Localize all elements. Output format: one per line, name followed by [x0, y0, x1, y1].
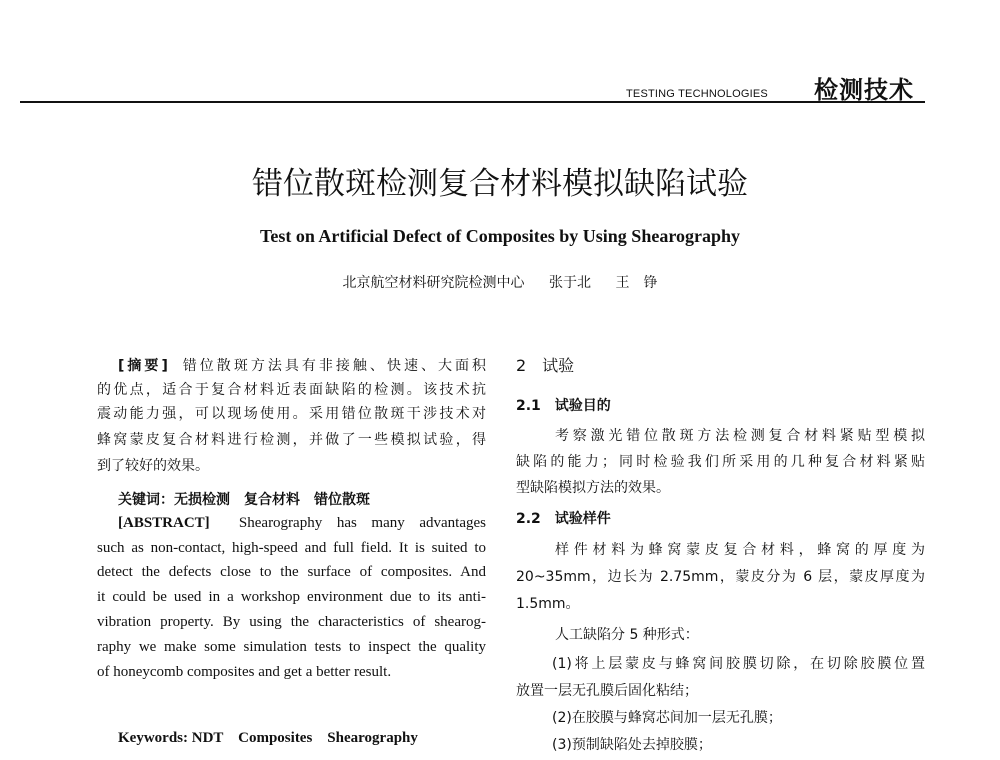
- abstract-zh-line: 蜂窝蒙皮复合材料进行检测，并做了一些模拟试验，得: [97, 432, 486, 448]
- section-heading: 2 试验: [516, 356, 575, 375]
- journal-section: 检测技术: [814, 76, 914, 104]
- list-item: (3)预制缺陷处去掉胶膜；: [552, 737, 712, 753]
- journal-kicker: TESTING TECHNOLOGIES: [626, 88, 768, 100]
- abstract-zh-text: 错位散斑方法具有非接触、快速、大面积: [182, 358, 487, 374]
- list-item: (1)将上层蒙皮与蜂窝间胶膜切除，在切除胶膜位置: [552, 656, 925, 672]
- abstract-en-line: such as non-contact, high-speed and full field. It is suited to: [97, 540, 486, 556]
- paragraph-line: 人工缺陷分 5 种形式：: [555, 627, 699, 643]
- abstract-en-line: vibration property. By using the characteristics of shearog-: [97, 614, 486, 630]
- abstract-zh-line: 到了较好的效果。: [97, 458, 209, 474]
- affiliation: 北京航空材料研究院检测中心: [342, 275, 525, 291]
- list-item: 放置一层无孔膜后固化粘结；: [516, 683, 698, 699]
- abstract-en-line: of honeycomb composites and get a better result.: [97, 664, 392, 680]
- abstract-zh-line: 的优点，适合于复合材料近表面缺陷的检测。该技术抗: [97, 382, 486, 398]
- abstract-en-line: it could be used in a workshop environment due to its anti-: [97, 589, 486, 605]
- abstract-en-label: [ABSTRACT]: [118, 515, 210, 531]
- abstract-en-text: Shearography has many advantages: [238, 515, 486, 531]
- header-rule: [20, 101, 925, 103]
- abstract-en-line: raphy we make some simulation tests to inspect the quality: [97, 639, 486, 655]
- paragraph-line: 考察激光错位散斑方法检测复合材料紧贴型模拟: [555, 428, 925, 444]
- abstract-zh-line: [118, 356, 486, 376]
- author: 王 铮: [615, 275, 658, 291]
- abstract-en-line: detect the defects close to the surface of composites. And: [97, 564, 486, 580]
- subsection-heading: 2.2 试验样件: [516, 511, 611, 527]
- keywords-zh: 关键词：无损检测 复合材料 错位散斑: [118, 492, 370, 508]
- abstract-zh-line: 震动能力强，可以现场使用。采用错位散斑干涉技术对: [97, 406, 486, 422]
- author-line: [0, 272, 1000, 292]
- paragraph-line: 缺陷的能力；同时检验我们所采用的几种复合材料紧贴: [516, 454, 925, 470]
- paragraph-line: 型缺陷模拟方法的效果。: [516, 480, 670, 496]
- article-title: 错位散斑检测复合材料模拟缺陷试验: [252, 166, 748, 202]
- author: 张于北: [549, 275, 591, 291]
- paragraph-line: 1.5mm。: [516, 596, 580, 612]
- article-subtitle: Test on Artificial Defect of Composites by Using Shearography: [260, 226, 740, 246]
- abstract-en-line: [118, 513, 486, 533]
- paragraph-line: 20~35mm，边长为 2.75mm，蒙皮分为 6 层，蒙皮厚度为: [516, 569, 925, 585]
- paragraph-line: 样件材料为蜂窝蒙皮复合材料，蜂窝的厚度为: [555, 542, 925, 558]
- keywords-en: Keywords: NDT Composites Shearography: [118, 730, 418, 746]
- subsection-heading: 2.1 试验目的: [516, 398, 611, 414]
- list-item: (2)在胶膜与蜂窝芯间加一层无孔膜；: [552, 710, 782, 726]
- abstract-zh-label: [摘要]: [118, 358, 168, 374]
